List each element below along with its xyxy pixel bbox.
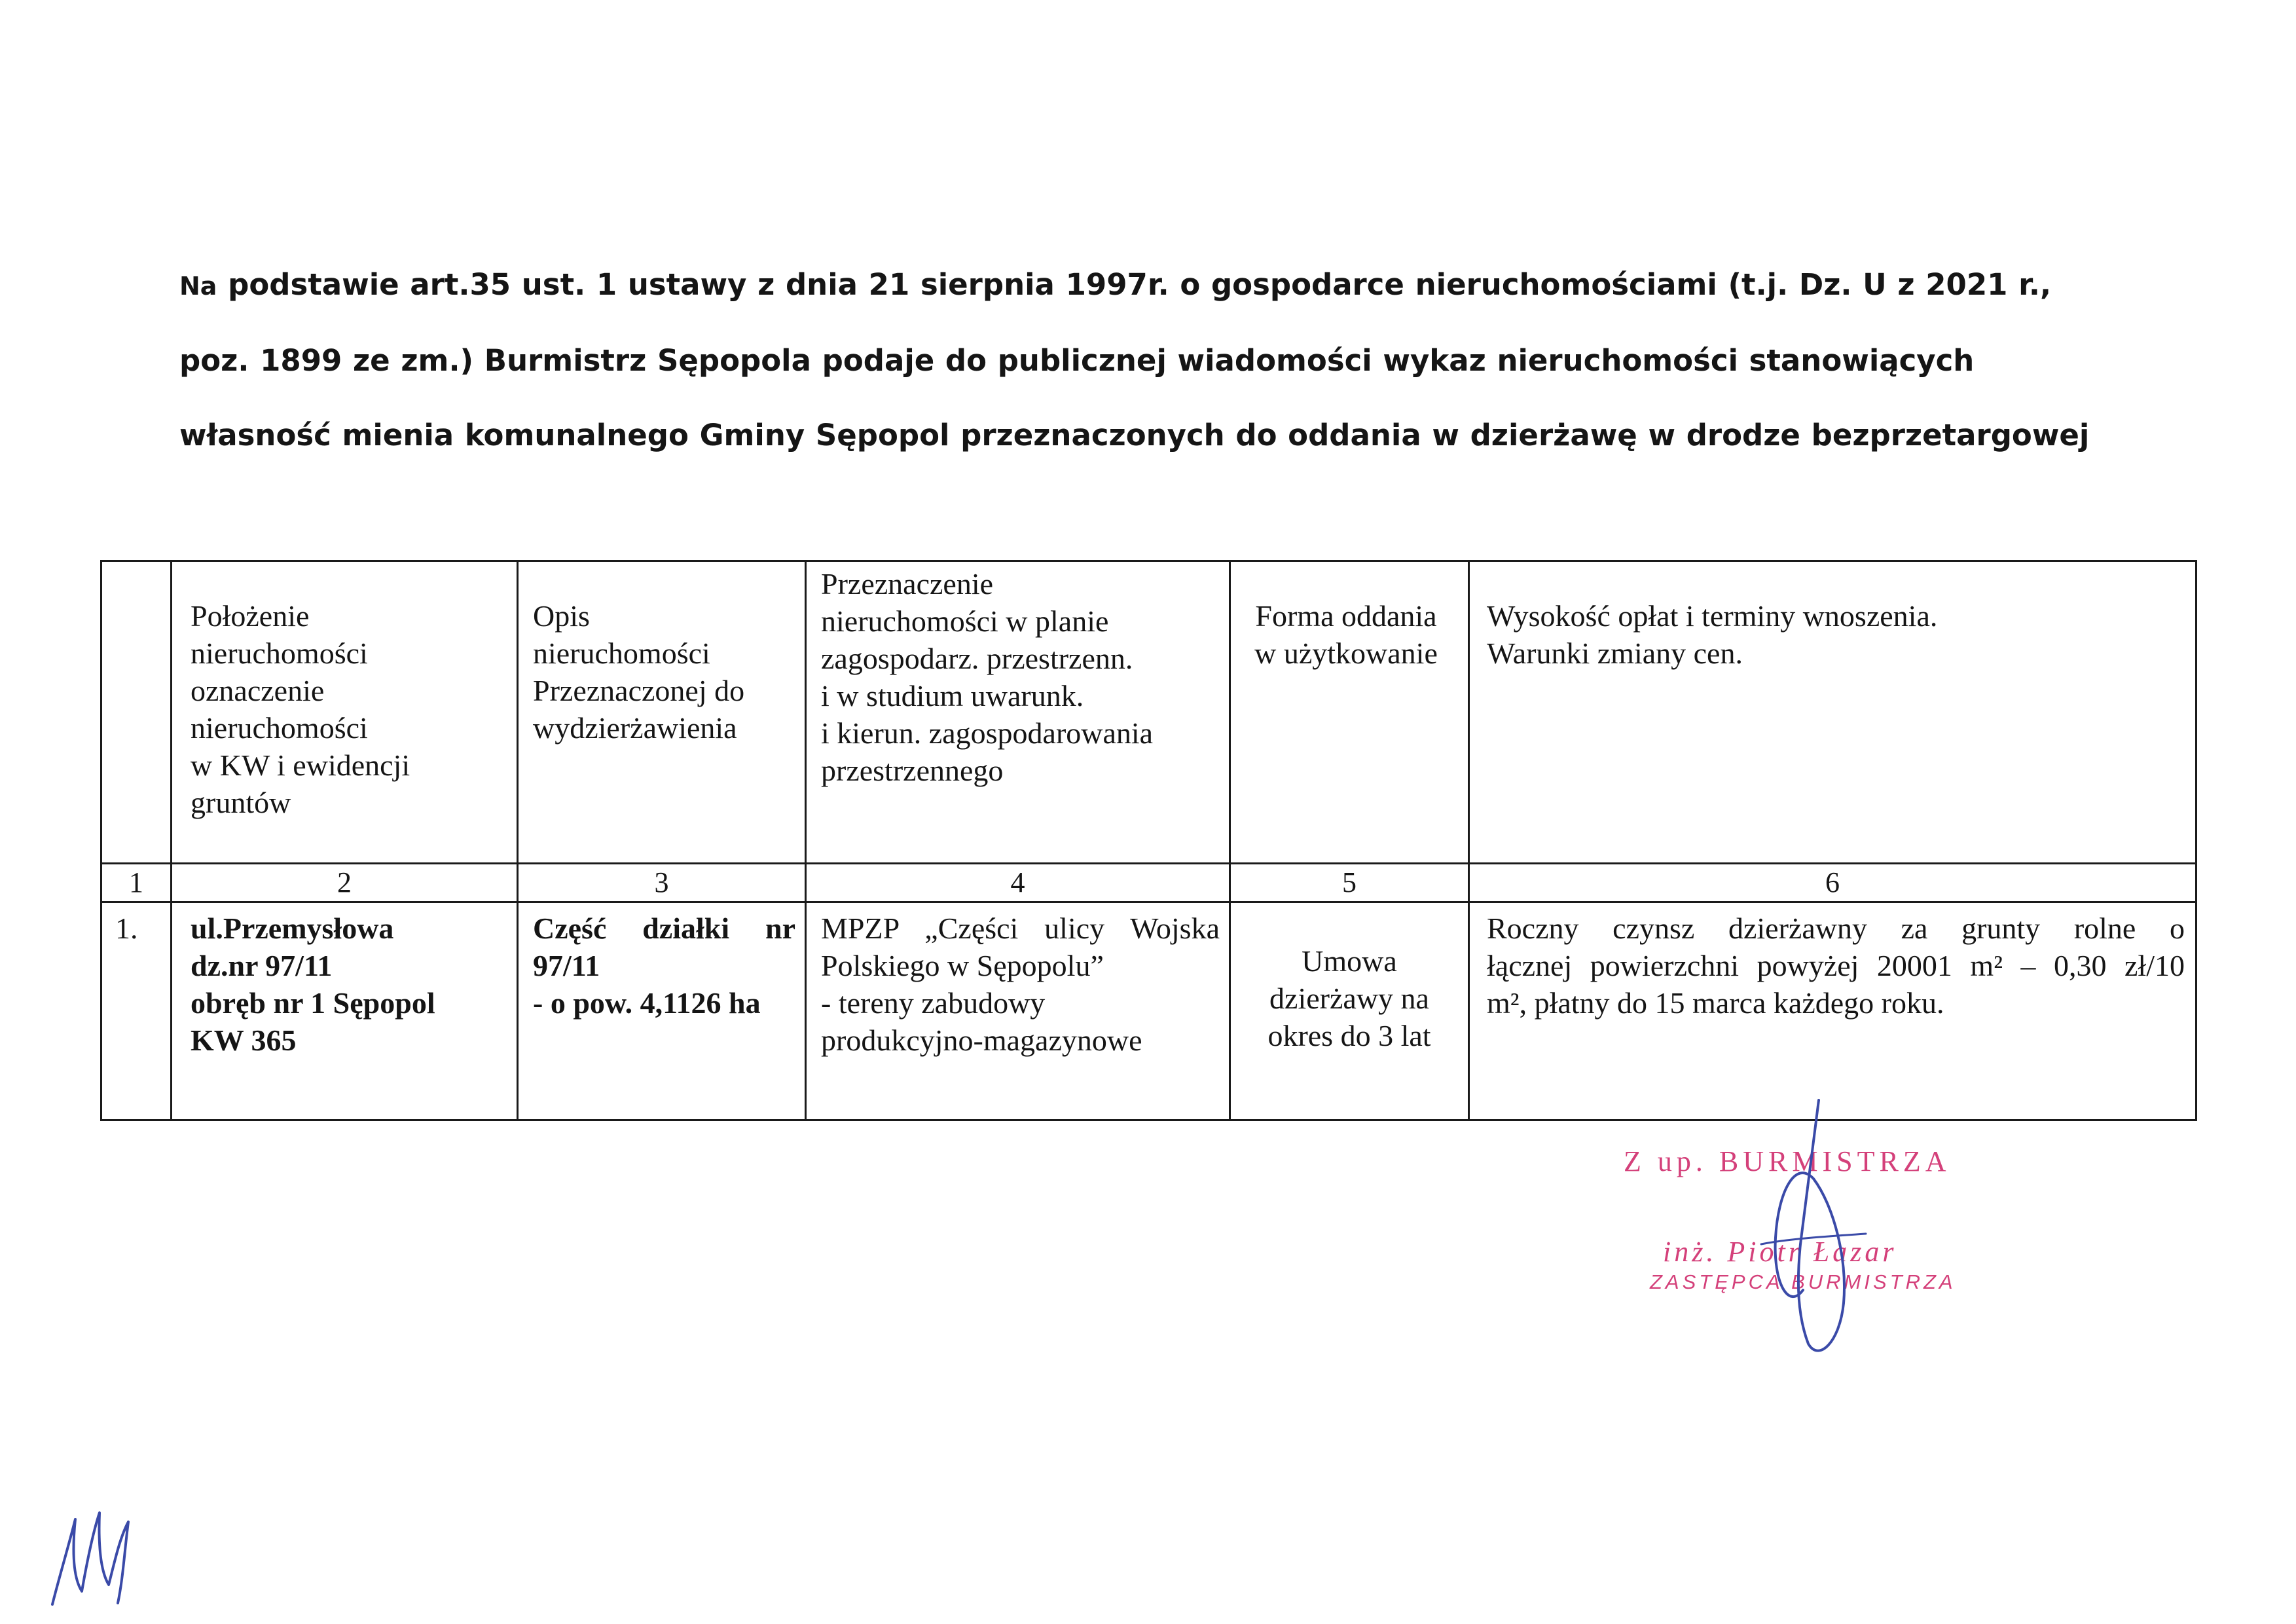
fees-line: łącznej powierzchni powyżej 20001 m² – 0,30 zł/10 bbox=[1487, 949, 2185, 982]
table-row bbox=[101, 902, 2196, 1120]
initials-stroke bbox=[52, 1513, 128, 1604]
column-number: 6 bbox=[1469, 864, 2196, 902]
stamp-title: Z up. BURMISTRZA bbox=[1624, 1145, 1951, 1177]
header-description-line: Przeznaczonej do bbox=[533, 674, 745, 707]
location-line: ul.Przemysłowa bbox=[191, 912, 394, 945]
description-line: - o pow. 4,1126 ha bbox=[533, 986, 761, 1020]
stamp-role: ZASTĘPCA BURMISTRZA bbox=[1650, 1270, 1956, 1293]
row-number: 1. bbox=[101, 902, 172, 1120]
header-cell-form bbox=[1230, 561, 1469, 864]
header-location-line: gruntów bbox=[191, 786, 291, 819]
table-header-row bbox=[101, 561, 2196, 864]
location-line: obręb nr 1 Sępopol bbox=[191, 986, 435, 1020]
purpose-line: Polskiego w Sępopolu” bbox=[821, 949, 1104, 982]
header-description-line: nieruchomości bbox=[533, 637, 710, 670]
form-line: Umowa bbox=[1302, 944, 1397, 978]
form-line: okres do 3 lat bbox=[1267, 1019, 1431, 1052]
header-purpose-line: i w studium uwarunk. bbox=[821, 679, 1084, 712]
header-purpose-line: zagospodarz. przestrzenn. bbox=[821, 642, 1133, 675]
property-listing-table bbox=[100, 560, 2197, 1121]
header-purpose-line: Przeznaczenie bbox=[821, 567, 994, 600]
column-number: 2 bbox=[172, 864, 518, 902]
header-fees-line: Wysokość opłat i terminy wnoszenia. bbox=[1487, 599, 1938, 633]
row-description-cell bbox=[518, 902, 806, 1120]
header-location-line: w KW i ewidencji bbox=[191, 748, 410, 782]
purpose-line: produkcyjno-magazynowe bbox=[821, 1024, 1142, 1057]
handwritten-initials bbox=[46, 1500, 137, 1611]
form-line: dzierżawy na bbox=[1269, 982, 1429, 1015]
header-purpose-line: przestrzennego bbox=[821, 754, 1004, 787]
header-location-line: Położenie bbox=[191, 599, 310, 633]
header-cell-lp bbox=[101, 561, 172, 864]
header-cell-description bbox=[518, 561, 806, 864]
header-fees-line: Warunki zmiany cen. bbox=[1487, 637, 1743, 670]
location-line: dz.nr 97/11 bbox=[191, 949, 333, 982]
header-location-line: oznaczenie bbox=[191, 674, 325, 707]
header-cell-location bbox=[172, 561, 518, 864]
location-line: KW 365 bbox=[191, 1024, 297, 1057]
header-cell-fees bbox=[1469, 561, 2196, 864]
handwritten-signature bbox=[1735, 1094, 1879, 1356]
header-location-line: nieruchomości bbox=[191, 711, 368, 745]
column-number: 4 bbox=[806, 864, 1230, 902]
row-form-cell bbox=[1230, 902, 1469, 1120]
intro-text: podstawie art.35 ust. 1 ustawy z dnia 21 sierpnia 1997r. o gospodarce nieruchomościami (t.j. Dz. U z 2021 r., poz. 1899 ze zm.) Burmistrz Sępopola podaje do publicznej wiadomości wykaz nieruchomości stanowiących własność mienia komunalnego Gminy Sępopol przeznaczonych do oddania w dzierżawę w drodze bezprzetargowej bbox=[179, 267, 2090, 452]
header-purpose-line: i kierun. zagospodarowania bbox=[821, 716, 1154, 750]
header-form-line: Forma oddania bbox=[1255, 599, 1437, 633]
stamp-name: inż. Piotr Łazar bbox=[1663, 1236, 1897, 1268]
description-line: Część działki nr bbox=[533, 912, 795, 945]
purpose-line: - tereny zabudowy bbox=[821, 986, 1046, 1020]
intro-lead-word: Na bbox=[179, 272, 217, 301]
row-purpose-cell bbox=[806, 902, 1230, 1120]
intro-paragraph bbox=[179, 248, 2117, 473]
header-cell-purpose bbox=[806, 561, 1230, 864]
header-description-line: wydzierżawienia bbox=[533, 711, 737, 745]
row-location-cell bbox=[172, 902, 518, 1120]
header-description-line: Opis bbox=[533, 599, 590, 633]
description-line: 97/11 bbox=[533, 949, 600, 982]
signature-stroke bbox=[1776, 1100, 1844, 1351]
column-number: 1 bbox=[101, 864, 172, 902]
column-number-row bbox=[101, 864, 2196, 902]
header-form-line: w użytkowanie bbox=[1254, 637, 1438, 670]
row-fees-cell bbox=[1469, 902, 2196, 1120]
purpose-line: MPZP „Części ulicy Wojska bbox=[821, 912, 1220, 945]
header-purpose-line: nieruchomości w planie bbox=[821, 604, 1109, 638]
column-number: 3 bbox=[518, 864, 806, 902]
fees-line: Roczny czynsz dzierżawny za grunty rolne o bbox=[1487, 912, 2185, 945]
header-location-line: nieruchomości bbox=[191, 637, 368, 670]
fees-line: m², płatny do 15 marca każdego roku. bbox=[1487, 986, 1944, 1020]
column-number: 5 bbox=[1230, 864, 1469, 902]
